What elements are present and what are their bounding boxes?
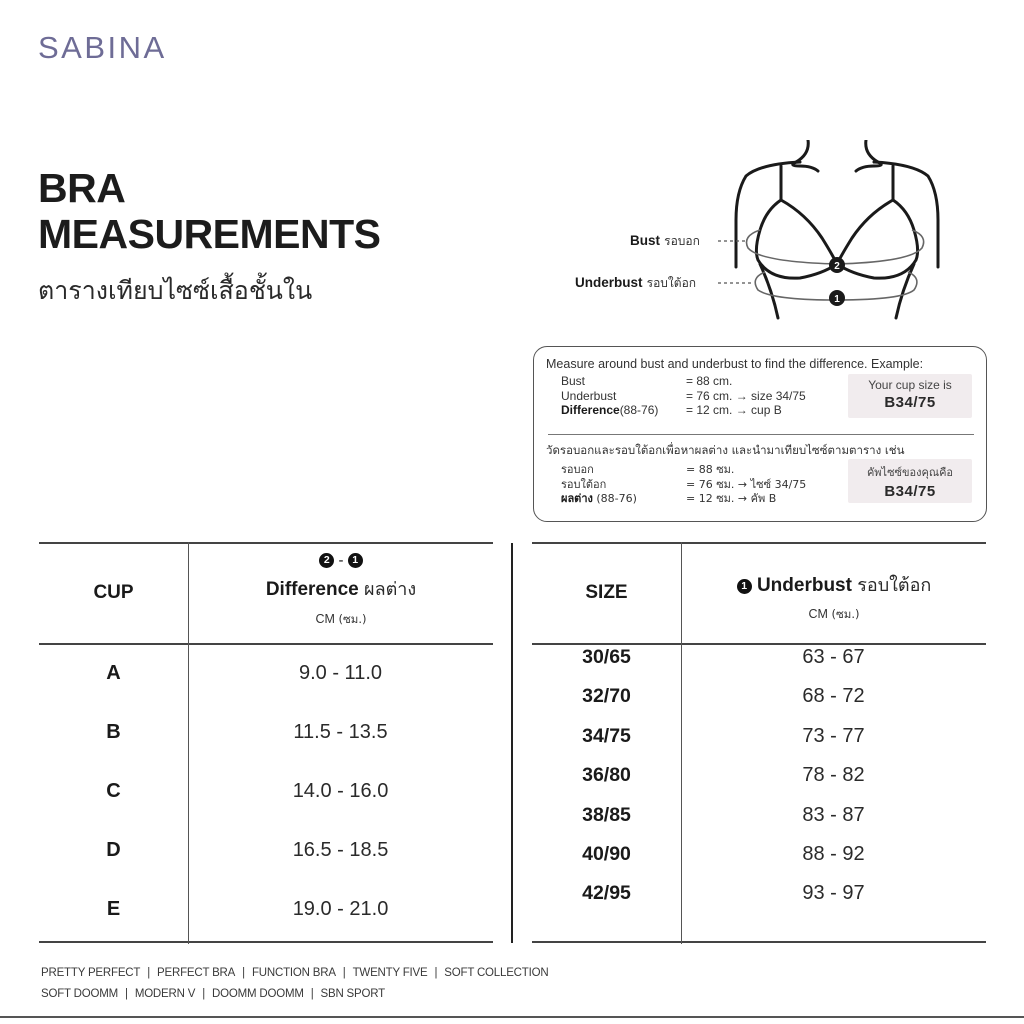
table-row: A 9.0 - 11.0 xyxy=(106,662,383,684)
example-intro-en: Measure around bust and underbust to find the difference. Example: xyxy=(546,357,924,371)
underbust-header: 1 Underbust รอบใต้อก CM (ซม.) xyxy=(682,542,986,643)
page-title-line1: BRA xyxy=(38,165,126,211)
example-result-en: Your cup size is B34/75 xyxy=(848,374,972,418)
table-row: 36/80 78 - 82 xyxy=(582,764,865,787)
example-box xyxy=(533,346,987,522)
example-row-difference-th: ผลต่าง (88-76) = 12 ซม. → คัพ B xyxy=(561,492,777,505)
size-table xyxy=(532,542,986,944)
example-row-bust: Bust = 88 cm. xyxy=(561,374,733,388)
title-block xyxy=(38,165,381,311)
example-english xyxy=(546,357,976,418)
bottom-divider xyxy=(0,1016,1024,1018)
example-row-underbust: Underbust = 76 cm. → size 34/75 xyxy=(561,388,806,403)
cup-table xyxy=(39,542,493,944)
example-thai xyxy=(546,442,976,507)
footer-line-1: PRETTY PERFECT | PERFECT BRA | FUNCTION BRA | TWENTY FIVE | SOFT COLLECTION xyxy=(41,967,549,979)
size-header: SIZE xyxy=(585,581,628,603)
table-row: 32/70 68 - 72 xyxy=(582,685,865,708)
table-row: D 16.5 - 18.5 xyxy=(106,839,389,861)
table-row: 34/75 73 - 77 xyxy=(582,724,865,747)
page-title-line2: MEASUREMENTS xyxy=(38,211,381,257)
svg-text:2: 2 xyxy=(834,261,840,272)
table-row: 30/65 63 - 67 xyxy=(582,646,865,668)
example-row-difference: Difference(88-76) = 12 cm. → cup B xyxy=(561,403,782,417)
example-row-underbust-th: รอบใต้อก = 76 ซม. → ไซซ์ 34/75 xyxy=(561,477,807,491)
table-row: E 19.0 - 21.0 xyxy=(106,898,389,920)
example-divider xyxy=(548,434,974,435)
marker-1-icon: 1 xyxy=(737,579,752,594)
example-intro-th: วัดรอบอกและรอบใต้อกเพื่อหาผลต่าง และนำมาเทียบไซซ์ตามตาราง เช่น xyxy=(546,443,905,457)
table-row: B 11.5 - 13.5 xyxy=(106,721,388,743)
underbust-label: Underbust รอบใต้อก xyxy=(575,275,697,290)
difference-header: 2 - 1 Difference ผลต่าง CM (ซม.) xyxy=(189,542,493,643)
table-separator xyxy=(511,543,513,943)
table-row: C 14.0 - 16.0 xyxy=(106,780,389,802)
cup-header: CUP xyxy=(93,581,134,603)
table-row: 38/85 83 - 87 xyxy=(582,803,865,826)
marker-2-minus-1-icon: 2 - 1 xyxy=(189,552,493,570)
measurement-diagram xyxy=(560,140,960,330)
svg-text:1: 1 xyxy=(834,294,840,305)
bust-label: Bust รอบอก xyxy=(630,233,700,248)
collection-footer xyxy=(41,963,548,1005)
torso-outline-icon xyxy=(560,140,960,330)
table-row: 40/90 88 - 92 xyxy=(582,842,865,865)
table-row: 42/95 93 - 97 xyxy=(582,882,865,905)
example-row-bust-th: รอบอก = 88 ซม. xyxy=(561,463,735,476)
example-result-th: คัพไซซ์ของคุณคือ B34/75 xyxy=(848,459,972,503)
brand-logo: SABINA xyxy=(38,30,167,65)
page-subtitle-thai: ตารางเทียบไซซ์เสื้อชั้นใน xyxy=(38,276,313,305)
footer-line-2: SOFT DOOMM | MODERN V | DOOMM DOOMM | SBN SPORT xyxy=(41,988,385,1000)
